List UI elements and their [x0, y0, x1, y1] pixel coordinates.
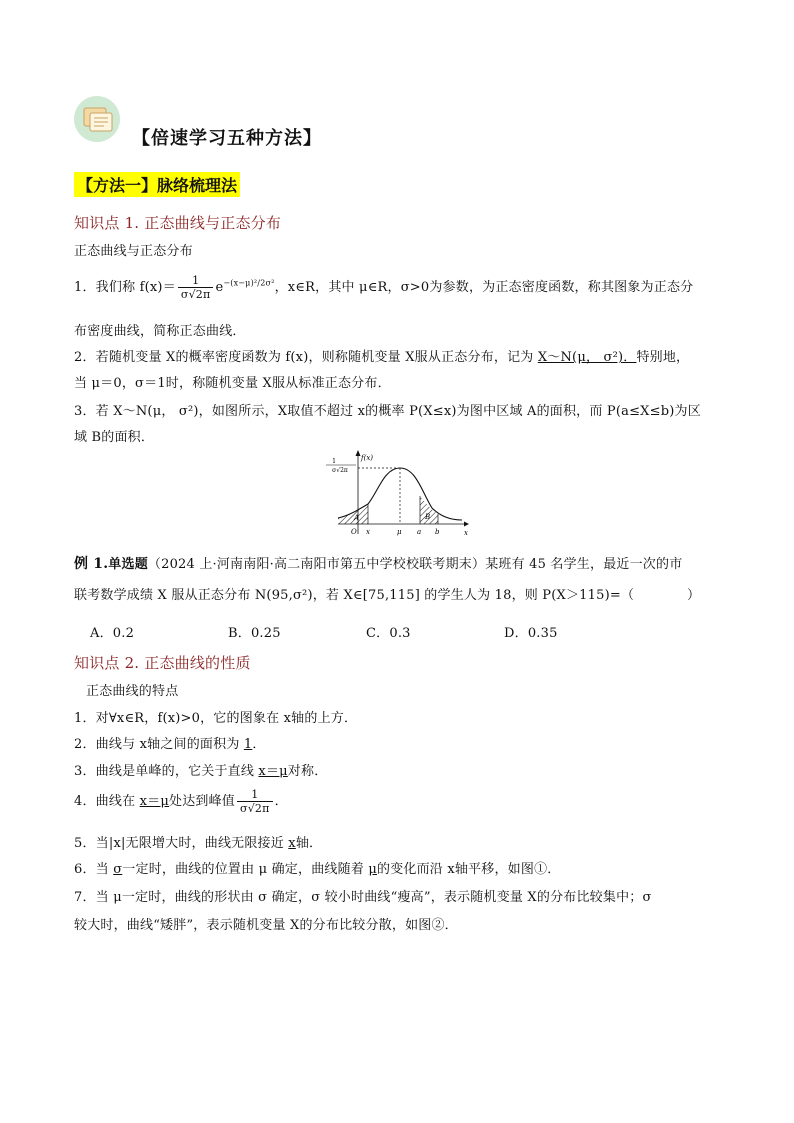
region-a-label: A: [354, 514, 360, 522]
example-line1-tail: 某班有 45 名学生，最近一次的市: [485, 557, 683, 572]
option-b[interactable]: B．0.25: [228, 626, 281, 641]
p2-answer: 1: [243, 737, 253, 752]
p2-pre: 2．曲线与 x轴之间的面积为: [74, 737, 244, 752]
page-title: 【倍速学习五种方法】: [132, 128, 322, 149]
y-axis-arrow: [356, 450, 361, 456]
x-label: x: [464, 529, 468, 537]
kp2-subtitle: 正态曲线的特点: [86, 684, 179, 699]
p3-answer: x＝μ: [258, 764, 288, 779]
p4-den: σ√2π: [240, 802, 270, 815]
p4-post: ．: [274, 794, 288, 809]
option-c[interactable]: C．0.3: [366, 626, 411, 641]
tick-a: a: [417, 528, 422, 536]
item2-notation: X～N(μ， σ²)．: [537, 350, 637, 365]
item1-post: ，x∈R，其中 μ∈R，σ>0为参数，为正态密度函数，称其图象为正态分: [274, 280, 694, 295]
p4-num: 1: [237, 788, 273, 802]
example-options: [90, 622, 642, 641]
example-source: （2024 上·河南南阳·高二南阳市第五中学校校联考期末）: [147, 557, 486, 572]
p5-answer: x: [288, 836, 296, 851]
tick-b: b: [435, 528, 440, 536]
method-heading: 【方法一】脉络梳理法: [74, 172, 240, 197]
example-label: 例 1.: [74, 556, 109, 572]
item1-pre: 1．我们称 f(x)＝: [74, 280, 176, 295]
frac-den: σ√2π: [180, 288, 211, 301]
kp1-title: 知识点 1. 正态曲线与正态分布: [74, 214, 282, 232]
kp2-p5: [74, 832, 322, 851]
exp-base: e: [215, 280, 224, 295]
option-d[interactable]: D．0.35: [504, 626, 558, 641]
p6-pre: 6．当: [74, 862, 114, 877]
peak-den: σ√2π: [332, 467, 348, 474]
item2-pre: 2．若随机变量 X的概率密度函数为 f(x)，则称随机变量 X服从正态分布，记为: [74, 350, 538, 365]
p5-pre: 5．当|x|无限增大时，曲线无限接近: [74, 836, 289, 851]
p4-mid: 处达到峰值: [169, 794, 236, 809]
normal-curve-figure: [324, 448, 470, 538]
kp2-p1: 1．对∀x∈R，f(x)>0，它的图象在 x轴的上方．: [74, 711, 358, 726]
p6-answer-1: σ: [113, 862, 123, 877]
kp2-p6: [74, 858, 560, 877]
kp2-p4: [74, 788, 288, 815]
p5-post: 轴．: [295, 836, 323, 851]
kp2-p7-line1: 7．当 μ一定时，曲线的形状由 σ 确定，σ 较小时曲线“瘦高”，表示随机变量 X的分布比较集中；σ: [74, 890, 652, 905]
exp-power: −(x−μ)²/2σ²: [223, 278, 275, 288]
p6-answer-2: μ: [368, 862, 377, 877]
kp1-item2-line2: 当 μ＝0，σ＝1时，称随机变量 X服从标准正态分布．: [74, 376, 391, 391]
kp1-subtitle: 正态曲线与正态分布: [74, 244, 193, 259]
option-a[interactable]: A．0.2: [90, 626, 135, 641]
kp1-item1-cont: 布密度曲线，简称正态曲线．: [74, 324, 246, 339]
kp1-item3-line1: 3．若 X～N(μ， σ²)，如图所示，X取值不超过 x的概率 P(X≤x)为图中区域 A的面积，而 P(a≤X≤b)为区: [74, 404, 701, 419]
tick-x: x: [366, 528, 370, 536]
kp2-p3: [74, 760, 327, 779]
kp2-p7-line2: 较大时，曲线“矮胖”，表示随机变量 X的分布比较分散，如图②．: [74, 918, 458, 933]
kp2-title: 知识点 2. 正态曲线的性质: [74, 654, 251, 672]
example-type: 单选题: [108, 557, 148, 572]
tick-mu: μ: [397, 528, 402, 536]
frac-num: 1: [178, 274, 214, 288]
origin-label: O: [351, 528, 357, 536]
p4-answer: x＝μ: [139, 794, 169, 809]
p4-pre: 4．曲线在: [74, 794, 140, 809]
region-b-label: B: [425, 513, 431, 521]
p6-post: 的变化而沿 x轴平移，如图①．: [377, 862, 561, 877]
p6-mid: 一定时，曲线的位置由 μ 确定，曲线随着: [122, 862, 369, 877]
x-axis-arrow: [464, 522, 469, 527]
y-label: f(x): [361, 454, 374, 462]
example-line2: 联考数学成绩 X 服从正态分布 N(95,σ²)，若 X∈[75,115] 的学生人为 18，则 P(X＞115)=（ ）: [74, 588, 701, 603]
kp1-item3-line2: 域 B的面积．: [74, 430, 155, 445]
example-line1: [74, 553, 682, 573]
kp1-item1: [74, 274, 693, 301]
p2-post: ．: [252, 737, 266, 752]
peak-fraction: [237, 788, 273, 815]
p3-pre: 3．曲线是单峰的，它关于直线: [74, 764, 259, 779]
document-badge-icon: [74, 96, 120, 142]
density-fraction: [178, 274, 214, 301]
peak-num: 1: [332, 458, 336, 465]
p3-post: 对称．: [287, 764, 328, 779]
kp1-item2-line1: [74, 346, 689, 365]
kp2-p2: [74, 733, 266, 752]
item2-post: 特别地，: [636, 350, 690, 365]
